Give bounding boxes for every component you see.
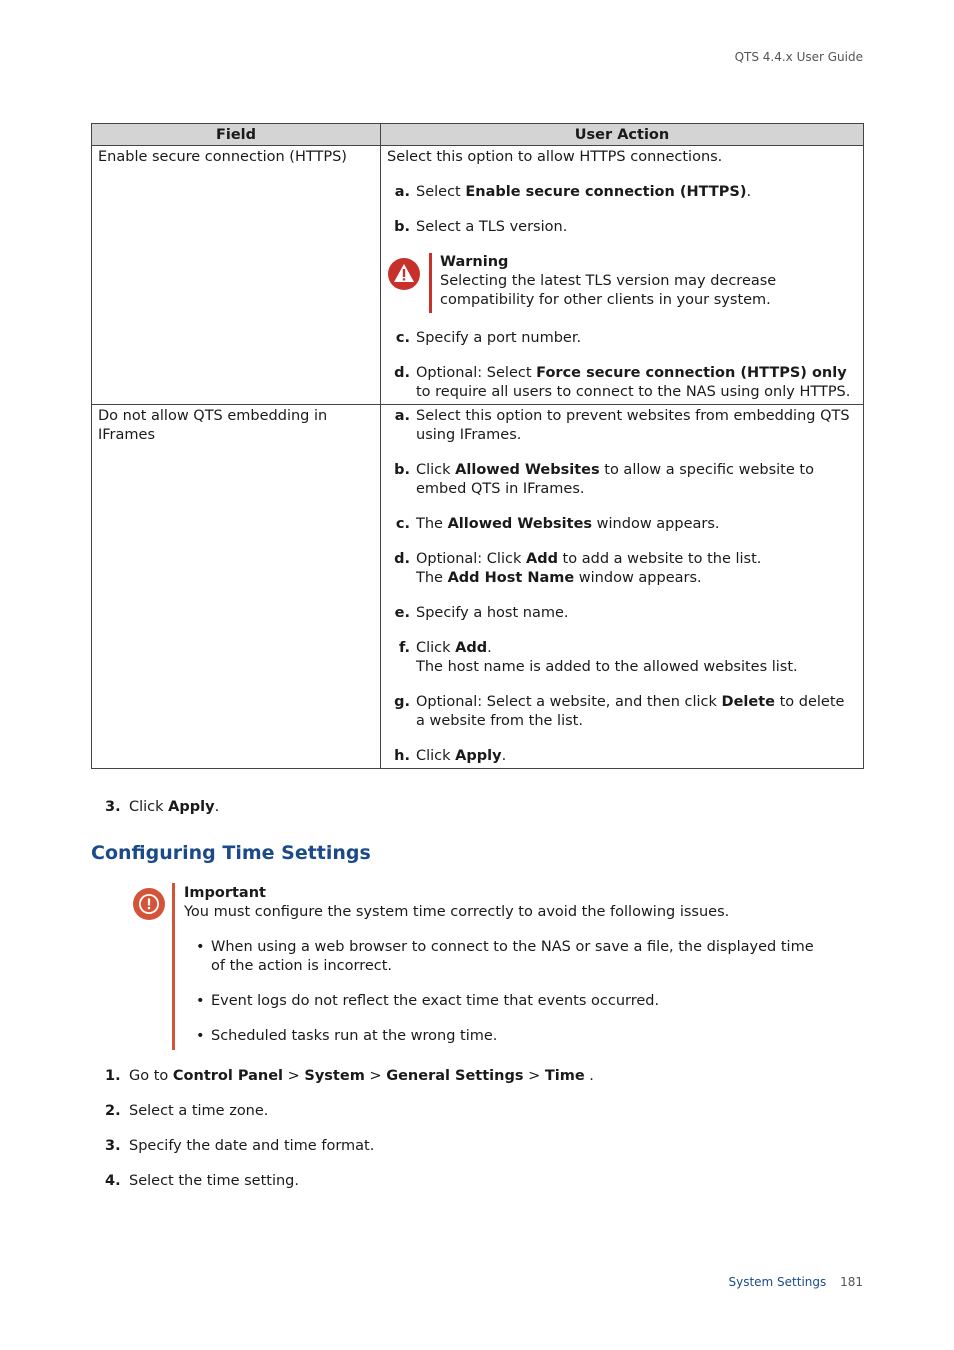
- footer-section: System Settings: [728, 1275, 827, 1289]
- table-row: [92, 405, 864, 769]
- important-text: You must configure the system time correctly to avoid the following issues.: [184, 904, 730, 920]
- important-title: Important: [184, 885, 266, 901]
- substep-e: e. Specify a host name.: [394, 605, 569, 621]
- column-header-user-action: User Action: [381, 124, 864, 146]
- substep-d: d. Optional: Select Force secure connection (HTTPS) only to require all users to connect to the NAS using only HTTPS.: [394, 365, 851, 400]
- step-4: 4. Select the time setting.: [105, 1173, 299, 1189]
- field-cell: Do not allow QTS embedding in IFrames: [92, 405, 381, 769]
- column-header-field: Field: [92, 124, 381, 146]
- list-item: • Scheduled tasks run at the wrong time.: [196, 1028, 498, 1044]
- warning-callout: [387, 253, 857, 313]
- step-3-apply: 3. Click Apply.: [105, 799, 220, 815]
- time-settings-steps: [105, 1067, 594, 1207]
- substep-b: b. Select a TLS version.: [394, 219, 568, 235]
- action-cell: [381, 146, 864, 405]
- list-item: • When using a web browser to connect to the NAS or save a file, the displayed time of the action is incorrect.: [196, 939, 814, 974]
- substep-a: a. Select this option to prevent websites from embedding QTS using IFrames.: [394, 408, 850, 443]
- action-intro: Select this option to allow HTTPS connections.: [387, 149, 723, 165]
- substep-d: d. Optional: Click Add to add a website to the list. The Add Host Name window appears.: [394, 551, 762, 586]
- substep-b: b. Click Allowed Websites to allow a specific website to embed QTS in IFrames.: [394, 462, 814, 497]
- substep-f: f. Click Add. The host name is added to the allowed websites list.: [398, 640, 798, 675]
- important-icon: [132, 883, 172, 1050]
- settings-table: [91, 123, 864, 769]
- warning-text: Selecting the latest TLS version may decrease compatibility for other clients in your system.: [440, 273, 777, 308]
- substep-c: c. The Allowed Websites window appears.: [395, 516, 720, 532]
- substep-h: h. Click Apply.: [394, 748, 507, 764]
- running-header: QTS 4.4.x User Guide: [734, 50, 863, 64]
- substep-a: a. Select Enable secure connection (HTTPS).: [394, 184, 752, 200]
- action-cell: [381, 405, 864, 769]
- step-2: 2. Select a time zone.: [105, 1103, 269, 1119]
- warning-icon: [387, 253, 429, 313]
- substep-c: c. Specify a port number.: [395, 330, 582, 346]
- substep-g: g. Optional: Select a website, and then click Delete to delete a website from the list.: [394, 694, 845, 729]
- important-bullets: [184, 938, 816, 1046]
- step-1: 1. Go to Control Panel > System > General Settings > Time .: [105, 1068, 594, 1084]
- warning-title: Warning: [440, 254, 509, 270]
- list-item: • Event logs do not reflect the exact time that events occurred.: [196, 993, 660, 1009]
- page-footer: [728, 1275, 863, 1289]
- field-cell: Enable secure connection (HTTPS): [92, 146, 381, 405]
- step-3: 3. Specify the date and time format.: [105, 1138, 375, 1154]
- page-number: 181: [840, 1275, 863, 1289]
- section-title: Configuring Time Settings: [91, 842, 371, 864]
- important-callout: [132, 883, 832, 1050]
- table-row: [92, 146, 864, 405]
